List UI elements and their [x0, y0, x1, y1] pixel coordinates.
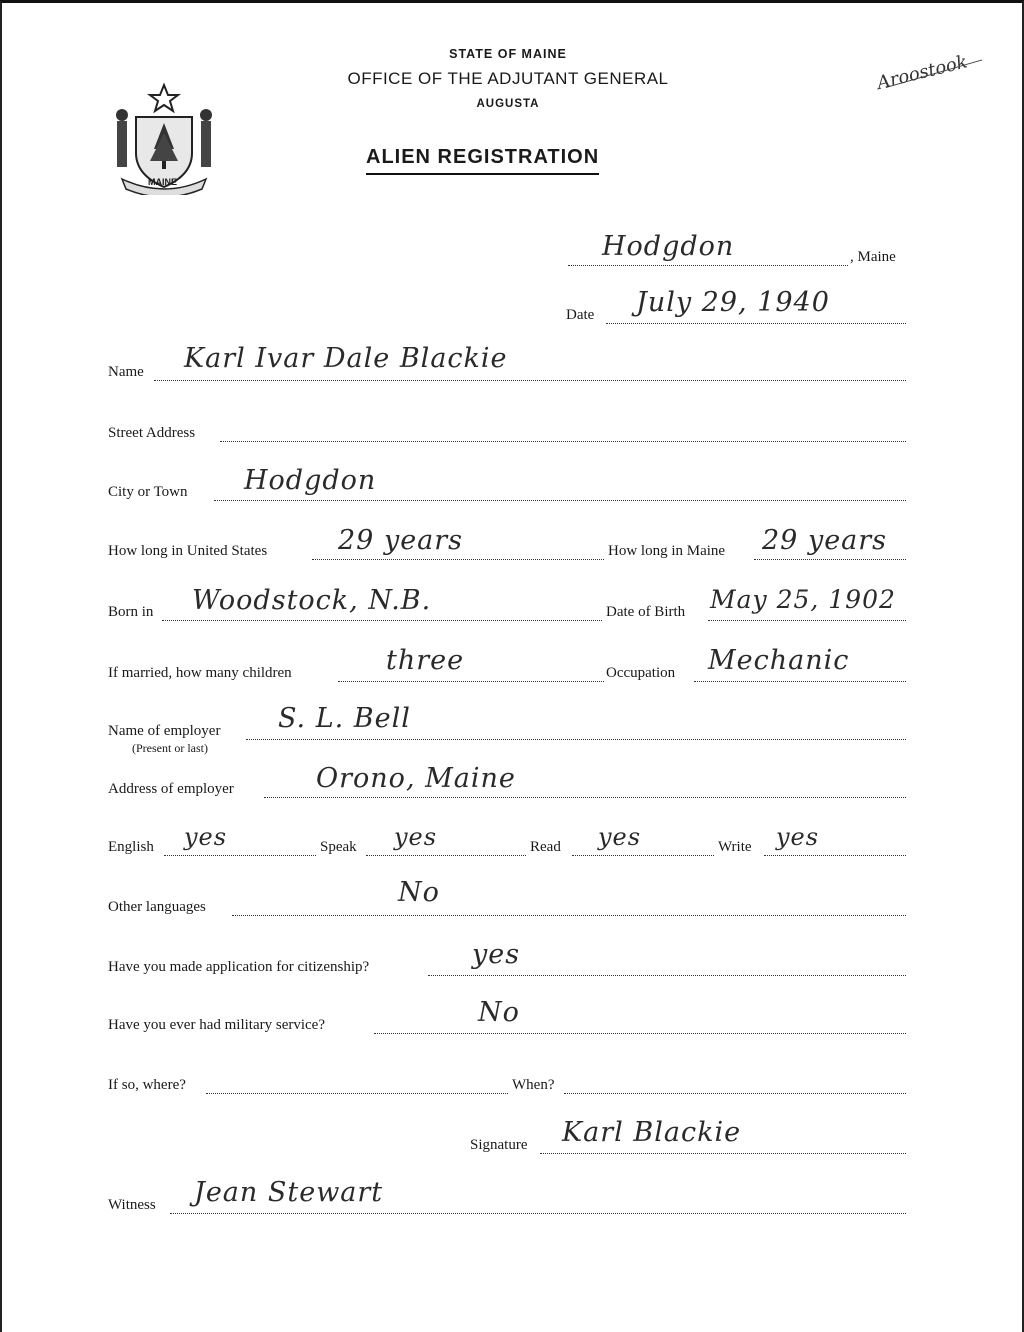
street-address-line	[220, 441, 906, 442]
english-value: yes	[184, 823, 228, 851]
employer-value: S. L. Bell	[278, 703, 411, 734]
name-label: Name	[108, 364, 144, 380]
form-title: ALIEN REGISTRATION	[366, 146, 599, 175]
how-long-us-label: How long in United States	[108, 543, 268, 559]
witness-value: Jean Stewart	[194, 1177, 384, 1208]
read-line	[572, 855, 714, 856]
employer-address-value: Orono, Maine	[316, 763, 516, 794]
county-note: Aroostook	[874, 51, 970, 94]
when-line	[564, 1093, 906, 1094]
name-value: Karl Ivar Dale Blackie	[184, 343, 508, 374]
born-in-value: Woodstock, N.B.	[192, 585, 432, 616]
employer-sublabel: (Present or last)	[132, 741, 208, 755]
city-heading: AUGUSTA	[476, 98, 540, 110]
office-heading: OFFICE OF THE ADJUTANT GENERAL	[347, 69, 669, 88]
street-address-label: Street Address	[108, 425, 196, 441]
when-label: When?	[512, 1077, 555, 1093]
occupation-value: Mechanic	[708, 645, 850, 676]
write-value: yes	[776, 823, 820, 851]
date-label: Date	[566, 307, 595, 323]
name-line	[154, 380, 906, 381]
speak-value: yes	[394, 823, 438, 851]
occupation-label: Occupation	[606, 665, 676, 681]
other-languages-value: No	[398, 877, 440, 908]
how-long-us-value: 29 years	[338, 525, 464, 556]
location-line	[568, 265, 848, 266]
write-line	[764, 855, 906, 856]
date-value: July 29, 1940	[636, 287, 830, 318]
city-line	[214, 500, 906, 501]
citizenship-value: yes	[472, 939, 521, 970]
date-line	[606, 323, 906, 324]
location-suffix: , Maine	[850, 249, 896, 265]
employer-address-line	[264, 797, 906, 798]
seal-label: MAINE	[148, 177, 177, 187]
citizenship-label: Have you made application for citizenship?	[108, 959, 370, 975]
city-label: City or Town	[108, 484, 188, 500]
military-label: Have you ever had military service?	[108, 1017, 325, 1033]
witness-line	[170, 1213, 906, 1214]
speak-line	[366, 855, 526, 856]
signature-value: Karl Blackie	[562, 1117, 742, 1148]
military-line	[374, 1033, 906, 1034]
military-value: No	[478, 997, 520, 1028]
children-value: three	[386, 645, 465, 676]
where-line	[206, 1093, 508, 1094]
employer-label: Name of employer	[108, 723, 221, 739]
signature-line	[540, 1153, 906, 1154]
read-value: yes	[598, 823, 642, 851]
children-line	[338, 681, 604, 682]
witness-label: Witness	[108, 1197, 156, 1213]
english-line	[164, 855, 316, 856]
occupation-line	[694, 681, 906, 682]
city-value: Hodgdon	[244, 465, 377, 496]
how-long-maine-value: 29 years	[762, 525, 888, 556]
english-label: English	[108, 839, 154, 855]
read-label: Read	[530, 839, 561, 855]
date-of-birth-value: May 25, 1902	[710, 585, 896, 614]
where-label: If so, where?	[108, 1077, 186, 1093]
location-value: Hodgdon	[602, 231, 735, 262]
signature-label: Signature	[470, 1137, 528, 1153]
speak-label: Speak	[320, 839, 357, 855]
other-languages-line	[232, 915, 906, 916]
born-in-line	[162, 620, 602, 621]
state-heading: STATE OF MAINE	[449, 47, 567, 61]
how-long-maine-label: How long in Maine	[608, 543, 726, 559]
other-languages-label: Other languages	[108, 899, 206, 915]
date-of-birth-line	[708, 620, 906, 621]
employer-address-label: Address of employer	[108, 781, 234, 797]
citizenship-line	[428, 975, 906, 976]
employer-line	[246, 739, 906, 740]
how-long-us-line	[312, 559, 604, 560]
write-label: Write	[718, 839, 752, 855]
born-in-label: Born in	[108, 604, 154, 620]
children-label: If married, how many children	[108, 665, 292, 681]
how-long-maine-line	[754, 559, 906, 560]
date-of-birth-label: Date of Birth	[606, 604, 686, 620]
